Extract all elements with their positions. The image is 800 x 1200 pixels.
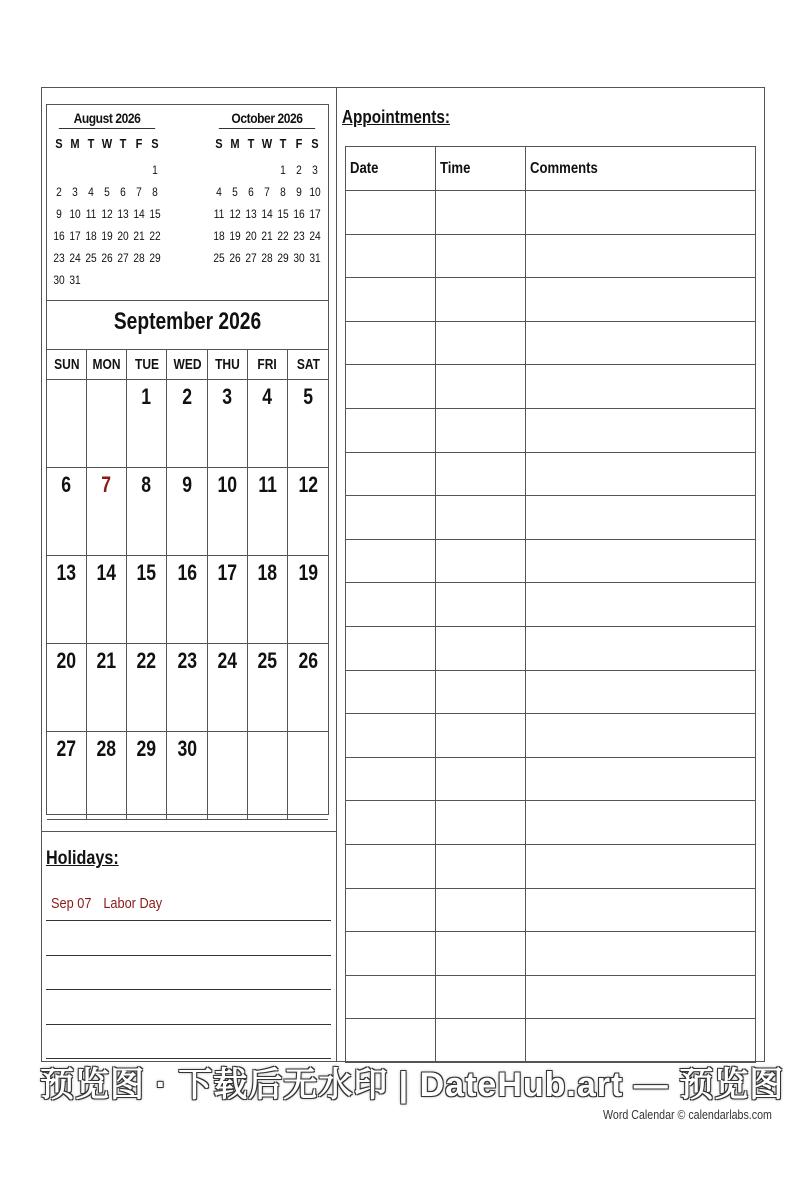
day-number: 1 bbox=[141, 384, 152, 409]
weekday-header: SAT bbox=[296, 356, 320, 373]
mini-day-cell: 4 bbox=[216, 185, 222, 199]
day-number: 15 bbox=[136, 560, 157, 585]
mini-day-cell: 3 bbox=[72, 185, 78, 199]
day-number: 27 bbox=[56, 736, 77, 761]
appointment-row bbox=[346, 321, 756, 365]
day-number: 6 bbox=[61, 472, 72, 497]
holiday-date: Sep 07 bbox=[51, 895, 92, 912]
day-cell bbox=[167, 732, 208, 819]
appointment-time-cell[interactable] bbox=[436, 234, 526, 278]
day-cell bbox=[248, 380, 288, 467]
day-number: 21 bbox=[96, 648, 117, 673]
day-cell bbox=[167, 380, 208, 467]
day-number: 25 bbox=[257, 648, 278, 673]
day-number: 8 bbox=[141, 472, 152, 497]
appointment-comments-cell[interactable] bbox=[526, 1019, 756, 1063]
appointment-date-cell[interactable] bbox=[346, 626, 436, 670]
mini-day-cell: 16 bbox=[293, 207, 305, 221]
mini-day-cell: 26 bbox=[229, 251, 241, 265]
appointment-date-cell[interactable] bbox=[346, 583, 436, 627]
column-divider bbox=[336, 87, 337, 1062]
day-number: 4 bbox=[262, 384, 273, 409]
mini-day-cell bbox=[84, 159, 98, 181]
mini-day-cell: 22 bbox=[149, 229, 161, 243]
mini-day-cell: 3 bbox=[312, 163, 318, 177]
day-cell bbox=[208, 556, 248, 643]
appointment-date-cell[interactable] bbox=[346, 757, 436, 801]
appointment-time-cell[interactable] bbox=[436, 539, 526, 583]
appointment-comments-cell[interactable] bbox=[526, 844, 756, 888]
mini-day-cell: 22 bbox=[277, 229, 289, 243]
day-number: 13 bbox=[56, 560, 77, 585]
mini-day-cell: 25 bbox=[213, 251, 225, 265]
mini-day-cell: 17 bbox=[69, 229, 81, 243]
appointment-comments-cell[interactable] bbox=[526, 757, 756, 801]
appointment-row bbox=[346, 975, 756, 1019]
appointment-comments-cell[interactable] bbox=[526, 365, 756, 409]
day-cell bbox=[87, 556, 127, 643]
day-cell bbox=[87, 380, 127, 467]
appointment-comments-cell[interactable] bbox=[526, 888, 756, 932]
appointment-row bbox=[346, 844, 756, 888]
appointment-date-cell[interactable] bbox=[346, 975, 436, 1019]
mini-day-cell: 5 bbox=[232, 185, 238, 199]
day-number: 30 bbox=[177, 736, 197, 761]
appointment-date-cell[interactable] bbox=[346, 278, 436, 322]
day-number: 29 bbox=[136, 736, 157, 761]
mini-day-cell: 7 bbox=[136, 185, 142, 199]
day-number: 28 bbox=[96, 736, 117, 761]
week-row bbox=[47, 468, 328, 556]
mini-calendar-previous bbox=[51, 110, 163, 291]
appointment-comments-cell[interactable] bbox=[526, 278, 756, 322]
appointment-time-cell[interactable] bbox=[436, 932, 526, 976]
day-number: 24 bbox=[217, 648, 238, 673]
appointment-row bbox=[346, 670, 756, 714]
mini-day-cell: 14 bbox=[133, 207, 145, 221]
day-cell bbox=[288, 556, 328, 643]
appointment-comments-cell[interactable] bbox=[526, 452, 756, 496]
appointment-time-cell[interactable] bbox=[436, 801, 526, 845]
day-number: 19 bbox=[298, 560, 318, 585]
watermark-text: 预览图 · 下载后无水印 | DateHub.art — 预览图 bbox=[40, 1066, 785, 1104]
appointment-row bbox=[346, 1019, 756, 1063]
appointment-date-cell[interactable] bbox=[346, 844, 436, 888]
day-cell bbox=[47, 556, 87, 643]
mini-day-cell: 11 bbox=[213, 207, 225, 221]
appointment-time-cell[interactable] bbox=[436, 408, 526, 452]
appointment-comments-cell[interactable] bbox=[526, 191, 756, 235]
mini-day-cell: 21 bbox=[261, 229, 273, 243]
calendar-section-divider bbox=[41, 831, 337, 832]
day-cell bbox=[87, 468, 127, 555]
mini-day-cell bbox=[212, 159, 226, 181]
mini-day-cell: 26 bbox=[101, 251, 113, 265]
mini-day-cell: 28 bbox=[133, 251, 145, 265]
mini-day-cell: 16 bbox=[53, 229, 65, 243]
mini-day-cell bbox=[228, 159, 242, 181]
appointment-time-cell[interactable] bbox=[436, 1019, 526, 1063]
appointment-comments-cell[interactable] bbox=[526, 670, 756, 714]
appointments-title: Appointments: bbox=[342, 107, 450, 127]
appointment-comments-cell[interactable] bbox=[526, 496, 756, 540]
day-cell bbox=[127, 468, 167, 555]
mini-day-cell bbox=[68, 159, 82, 181]
mini-day-cell: 10 bbox=[69, 207, 81, 221]
day-number: 23 bbox=[177, 648, 197, 673]
appointment-row bbox=[346, 539, 756, 583]
mini-day-cell: 20 bbox=[245, 229, 257, 243]
mini-weekday-row bbox=[211, 133, 323, 155]
mini-weekday-label: F bbox=[295, 136, 303, 151]
day-number: 10 bbox=[217, 472, 238, 497]
appointment-time-cell[interactable] bbox=[436, 975, 526, 1019]
mini-weekday-label: T bbox=[87, 136, 95, 151]
mini-day-cell bbox=[260, 159, 274, 181]
column-header-time: Time bbox=[436, 147, 526, 191]
mini-day-cell: 10 bbox=[309, 185, 321, 199]
mini-weekday-label: W bbox=[261, 136, 273, 151]
day-number: 22 bbox=[136, 648, 157, 673]
day-number: 12 bbox=[298, 472, 318, 497]
day-number: 11 bbox=[258, 472, 277, 497]
mini-day-cell: 23 bbox=[53, 251, 65, 265]
appointment-date-cell[interactable] bbox=[346, 408, 436, 452]
appointment-row bbox=[346, 365, 756, 409]
appointment-comments-cell[interactable] bbox=[526, 321, 756, 365]
column-header-comments: Comments bbox=[526, 147, 756, 191]
day-number: 18 bbox=[257, 560, 278, 585]
mini-day-cell: 20 bbox=[117, 229, 129, 243]
mini-day-cell: 24 bbox=[309, 229, 321, 243]
mini-day-cell: 19 bbox=[229, 229, 241, 243]
holiday-entry bbox=[51, 895, 162, 912]
mini-day-cell bbox=[244, 159, 258, 181]
day-number: 9 bbox=[182, 472, 192, 497]
mini-calendar-title: October 2026 bbox=[219, 110, 315, 129]
mini-calendar-title: August 2026 bbox=[59, 110, 155, 129]
mini-day-cell: 9 bbox=[56, 207, 62, 221]
appointment-time-cell[interactable] bbox=[436, 757, 526, 801]
appointment-comments-cell[interactable] bbox=[526, 714, 756, 758]
day-cell bbox=[248, 556, 288, 643]
mini-day-cell: 2 bbox=[56, 185, 62, 199]
mini-day-cell: 2 bbox=[296, 163, 302, 177]
appointment-time-cell[interactable] bbox=[436, 583, 526, 627]
day-cell bbox=[288, 468, 328, 555]
day-cell bbox=[167, 556, 208, 643]
day-number: 26 bbox=[298, 648, 318, 673]
day-cell bbox=[127, 556, 167, 643]
appointment-date-cell[interactable] bbox=[346, 234, 436, 278]
mini-day-cell: 17 bbox=[309, 207, 321, 221]
mini-day-cell: 21 bbox=[133, 229, 145, 243]
appointment-comments-cell[interactable] bbox=[526, 801, 756, 845]
mini-weekday-label: S bbox=[311, 136, 319, 151]
appointment-comments-cell[interactable] bbox=[526, 408, 756, 452]
mini-day-grid bbox=[211, 159, 323, 269]
holidays-title: Holidays: bbox=[46, 848, 119, 869]
mini-day-cell: 9 bbox=[296, 185, 302, 199]
appointment-date-cell[interactable] bbox=[346, 801, 436, 845]
day-number: 7 bbox=[101, 472, 112, 497]
day-cell bbox=[248, 644, 288, 731]
mini-weekday-label: T bbox=[279, 136, 287, 151]
mini-day-cell: 27 bbox=[117, 251, 129, 265]
day-cell bbox=[288, 380, 328, 467]
weekday-header: THU bbox=[208, 350, 248, 379]
week-row bbox=[47, 556, 328, 644]
holiday-writing-line bbox=[46, 989, 331, 990]
day-cell bbox=[288, 732, 328, 819]
appointment-row bbox=[346, 626, 756, 670]
day-cell bbox=[208, 644, 248, 731]
appointment-comments-cell[interactable] bbox=[526, 626, 756, 670]
appointment-row bbox=[346, 801, 756, 845]
day-cell bbox=[127, 644, 167, 731]
weekday-header: WED bbox=[167, 350, 208, 379]
appointment-time-cell[interactable] bbox=[436, 278, 526, 322]
appointment-row bbox=[346, 278, 756, 322]
day-cell bbox=[47, 380, 87, 467]
appointment-row bbox=[346, 583, 756, 627]
appointment-date-cell[interactable] bbox=[346, 191, 436, 235]
day-number: 2 bbox=[182, 384, 192, 409]
mini-weekday-label: S bbox=[215, 136, 223, 151]
mini-day-cell: 31 bbox=[69, 273, 81, 287]
day-cell bbox=[127, 732, 167, 819]
mini-day-cell: 30 bbox=[293, 251, 305, 265]
holiday-writing-line bbox=[46, 1024, 331, 1025]
appointment-time-cell[interactable] bbox=[436, 844, 526, 888]
column-header-date: Date bbox=[346, 147, 436, 191]
week-rows bbox=[47, 380, 328, 820]
mini-day-cell bbox=[52, 159, 66, 181]
mini-day-cell: 18 bbox=[213, 229, 225, 243]
mini-day-cell: 12 bbox=[229, 207, 241, 221]
appointment-row bbox=[346, 234, 756, 278]
holiday-name: Labor Day bbox=[103, 895, 163, 912]
mini-day-cell: 8 bbox=[280, 185, 286, 199]
weekday-header: FRI bbox=[248, 350, 288, 379]
day-number: 20 bbox=[56, 648, 77, 673]
mini-weekday-label: T bbox=[119, 136, 127, 151]
day-cell bbox=[167, 468, 208, 555]
mini-day-cell: 1 bbox=[280, 163, 286, 177]
day-cell bbox=[47, 468, 87, 555]
appointment-time-cell[interactable] bbox=[436, 626, 526, 670]
mini-day-cell bbox=[132, 159, 146, 181]
appointment-date-cell[interactable] bbox=[346, 888, 436, 932]
day-cell bbox=[167, 644, 208, 731]
mini-day-cell: 27 bbox=[245, 251, 257, 265]
month-grid bbox=[47, 349, 328, 820]
weekday-header: TUE bbox=[127, 350, 167, 379]
day-number: 14 bbox=[96, 560, 117, 585]
mini-day-cell: 23 bbox=[293, 229, 305, 243]
mini-day-cell: 30 bbox=[53, 273, 65, 287]
mini-day-cell: 4 bbox=[88, 185, 94, 199]
day-cell bbox=[248, 468, 288, 555]
appointment-row bbox=[346, 888, 756, 932]
appointment-time-cell[interactable] bbox=[436, 365, 526, 409]
appointment-row bbox=[346, 191, 756, 235]
day-cell bbox=[47, 644, 87, 731]
day-number: 16 bbox=[177, 560, 197, 585]
week-row bbox=[47, 644, 328, 732]
day-cell bbox=[87, 732, 127, 819]
appointment-date-cell[interactable] bbox=[346, 714, 436, 758]
appointment-row bbox=[346, 408, 756, 452]
appointment-date-cell[interactable] bbox=[346, 1019, 436, 1063]
mini-day-cell: 14 bbox=[261, 207, 273, 221]
mini-day-cell: 12 bbox=[101, 207, 113, 221]
appointment-time-cell[interactable] bbox=[436, 496, 526, 540]
day-number: 5 bbox=[303, 384, 313, 409]
day-cell bbox=[87, 644, 127, 731]
mini-day-cell: 24 bbox=[69, 251, 81, 265]
appointments-table bbox=[345, 146, 756, 1063]
appointment-date-cell[interactable] bbox=[346, 496, 436, 540]
appointment-comments-cell[interactable] bbox=[526, 234, 756, 278]
appointment-date-cell[interactable] bbox=[346, 321, 436, 365]
appointment-time-cell[interactable] bbox=[436, 670, 526, 714]
weekday-header: MON bbox=[87, 350, 127, 379]
mini-day-cell bbox=[100, 159, 114, 181]
weekday-header-row bbox=[47, 349, 328, 380]
month-title: September 2026 bbox=[113, 308, 262, 335]
appointment-comments-cell[interactable] bbox=[526, 583, 756, 627]
appointment-row bbox=[346, 932, 756, 976]
mini-day-cell: 5 bbox=[104, 185, 110, 199]
appointment-comments-cell[interactable] bbox=[526, 932, 756, 976]
appointment-time-cell[interactable] bbox=[436, 888, 526, 932]
appointment-time-cell[interactable] bbox=[436, 321, 526, 365]
appointment-time-cell[interactable] bbox=[436, 714, 526, 758]
day-cell bbox=[208, 380, 248, 467]
mini-day-cell: 1 bbox=[152, 163, 158, 177]
mini-weekday-label: W bbox=[101, 136, 113, 151]
mini-weekday-label: F bbox=[135, 136, 143, 151]
weekday-header: SUN bbox=[47, 350, 87, 379]
day-number: 17 bbox=[217, 560, 238, 585]
footer-credit: Word Calendar © calendarlabs.com bbox=[603, 1107, 772, 1122]
appointment-row bbox=[346, 757, 756, 801]
mini-calendar-divider bbox=[47, 300, 328, 301]
day-cell bbox=[208, 732, 248, 819]
mini-weekday-label: S bbox=[55, 136, 63, 151]
mini-day-cell bbox=[116, 159, 130, 181]
mini-day-grid bbox=[51, 159, 163, 291]
week-row bbox=[47, 732, 328, 820]
mini-day-cell: 31 bbox=[309, 251, 321, 265]
mini-day-cell: 18 bbox=[85, 229, 97, 243]
mini-day-cell: 29 bbox=[277, 251, 289, 265]
holiday-writing-line bbox=[46, 955, 331, 956]
appointment-row bbox=[346, 452, 756, 496]
appointment-date-cell[interactable] bbox=[346, 365, 436, 409]
mini-day-cell: 6 bbox=[120, 185, 126, 199]
appointment-comments-cell[interactable] bbox=[526, 539, 756, 583]
mini-weekday-label: T bbox=[247, 136, 255, 151]
appointment-row bbox=[346, 496, 756, 540]
day-number: 3 bbox=[222, 384, 233, 409]
day-cell bbox=[47, 732, 87, 819]
appointment-date-cell[interactable] bbox=[346, 452, 436, 496]
day-cell bbox=[208, 468, 248, 555]
mini-day-cell: 29 bbox=[149, 251, 161, 265]
holiday-writing-line bbox=[46, 920, 331, 921]
mini-day-cell: 25 bbox=[85, 251, 97, 265]
appointment-time-cell[interactable] bbox=[436, 452, 526, 496]
mini-calendar-next bbox=[211, 110, 323, 269]
day-cell bbox=[127, 380, 167, 467]
mini-weekday-row bbox=[51, 133, 163, 155]
appointment-date-cell[interactable] bbox=[346, 932, 436, 976]
mini-day-cell: 19 bbox=[101, 229, 113, 243]
mini-day-cell: 13 bbox=[245, 207, 257, 221]
mini-day-cell: 13 bbox=[117, 207, 129, 221]
mini-weekday-label: M bbox=[70, 136, 80, 151]
mini-day-cell: 28 bbox=[261, 251, 273, 265]
mini-weekday-label: S bbox=[151, 136, 159, 151]
mini-day-cell: 15 bbox=[149, 207, 161, 221]
appointment-time-cell[interactable] bbox=[436, 191, 526, 235]
appointments-header-row bbox=[346, 147, 756, 191]
mini-weekday-label: M bbox=[230, 136, 240, 151]
mini-day-cell: 7 bbox=[264, 185, 270, 199]
appointment-comments-cell[interactable] bbox=[526, 975, 756, 1019]
day-cell bbox=[248, 732, 288, 819]
appointment-row bbox=[346, 714, 756, 758]
appointment-date-cell[interactable] bbox=[346, 539, 436, 583]
mini-day-cell: 8 bbox=[152, 185, 158, 199]
mini-day-cell: 6 bbox=[248, 185, 254, 199]
mini-day-cell: 11 bbox=[85, 207, 97, 221]
week-row bbox=[47, 380, 328, 468]
appointment-date-cell[interactable] bbox=[346, 670, 436, 714]
mini-day-cell: 15 bbox=[277, 207, 289, 221]
day-cell bbox=[288, 644, 328, 731]
